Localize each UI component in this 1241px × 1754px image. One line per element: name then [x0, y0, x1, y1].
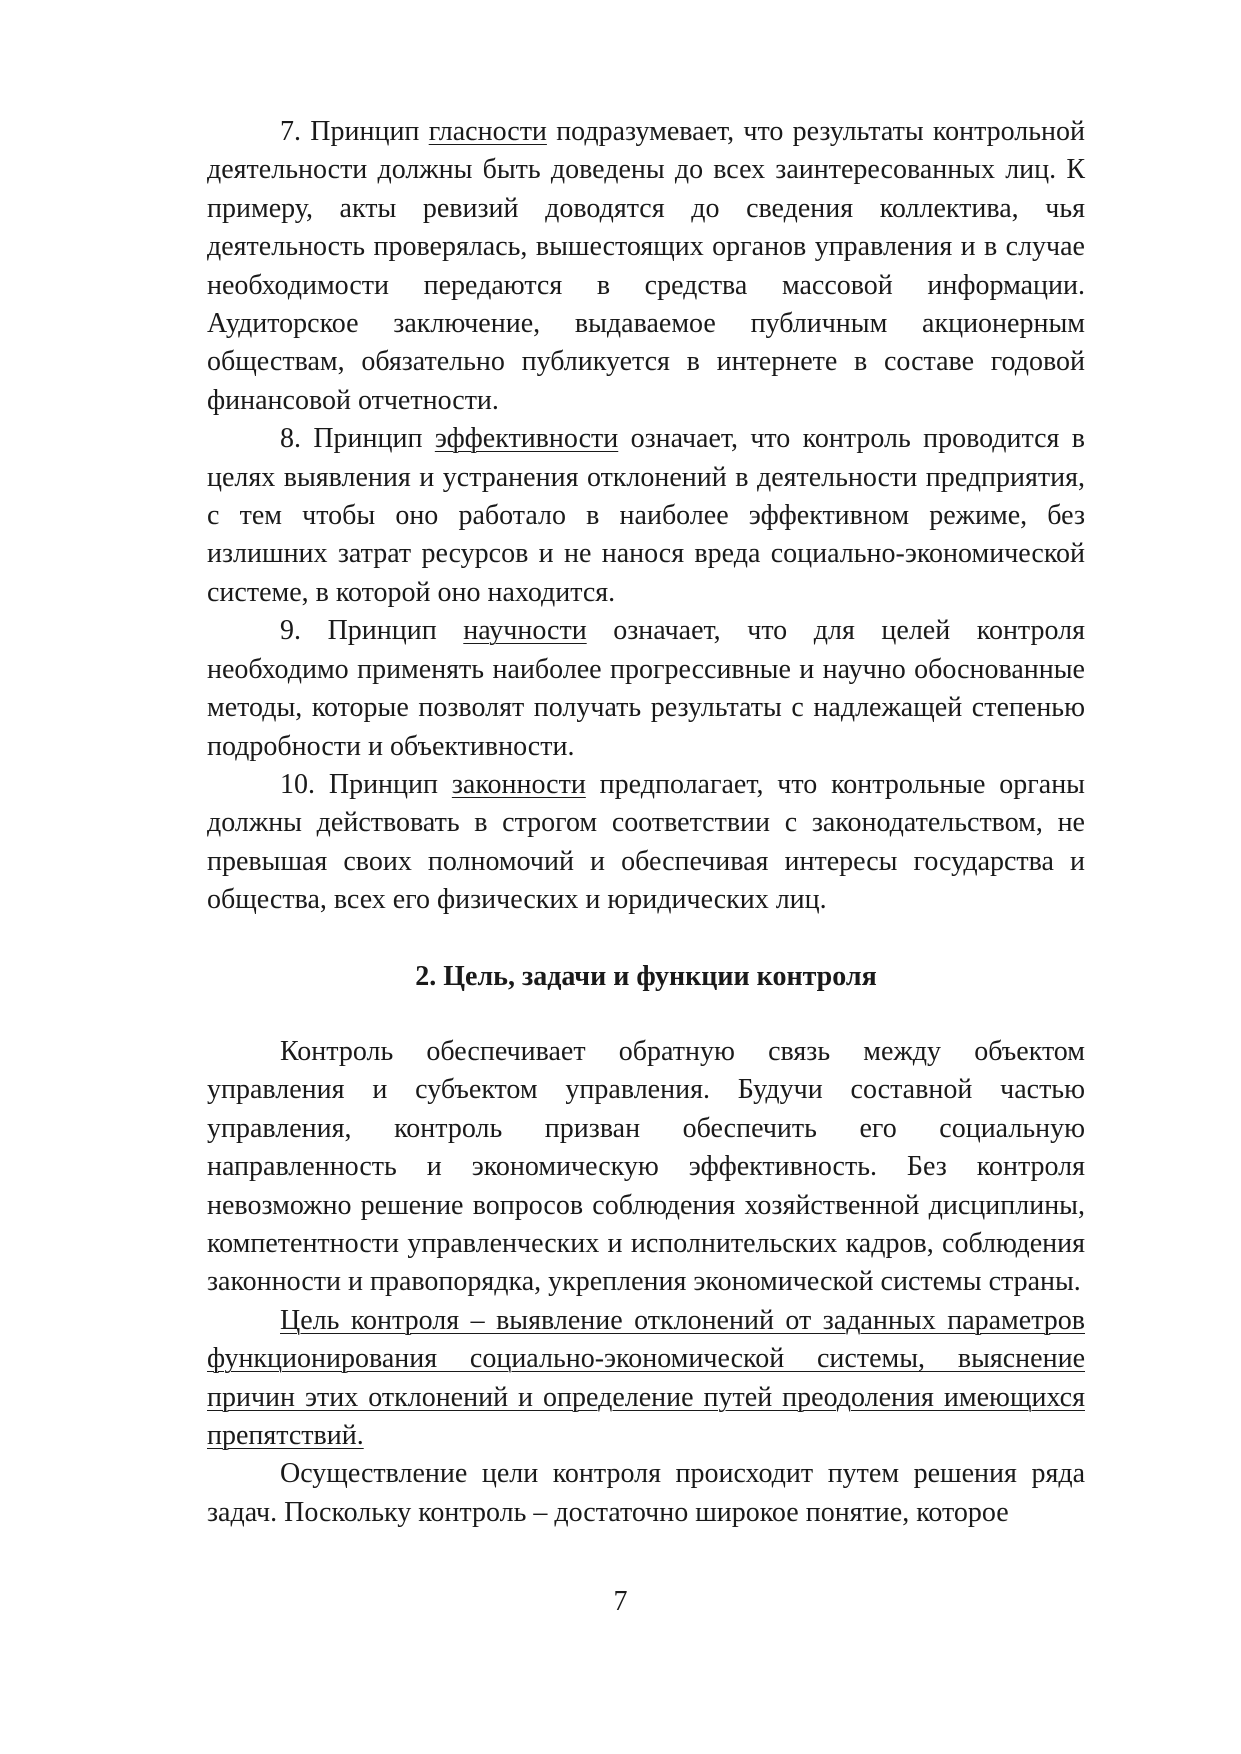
spacer — [207, 996, 1085, 1033]
principle-number-text: 10. Принцип — [280, 768, 452, 800]
paragraph-principle-publicity — [207, 113, 1085, 420]
paragraph-principle-efficiency — [207, 420, 1085, 612]
principle-term-publicity: гласности — [428, 116, 547, 147]
principle-number-text: 9. Принцип — [280, 615, 464, 647]
document-page — [207, 113, 1085, 1532]
goal-definition-text: Цель контроля – выявление отклонений от заданных параметров функционирования социально-экономической системы, выяснение причин этих отклонений и определение путей преодоления имеющихся препятствий. — [207, 1304, 1085, 1451]
paragraph-control-feedback: Контроль обеспечивает обратную связь между объектом управления и субъектом управления. Будучи составной частью управления, контроль призван обеспечить его социальную направленность и экономическую эффективность. Без контроля невозможно решение вопросов соблюдения хозяйственной дисциплины, компетентности управленческих и исполнительских кадров, соблюдения законности и правопорядка, укрепления экономической системы страны. — [207, 1035, 1085, 1298]
paragraph-tasks-intro: Осуществление цели контроля происходит путем решения ряда задач. Поскольку контроль – достаточно широкое понятие, которое — [207, 1458, 1085, 1528]
paragraph-principle-legality — [207, 766, 1085, 920]
principle-description: предполагает, что контрольные органы должны действовать в строгом соответствии с законодательством, не превышая своих полномочий и обеспечивая интересы государства и общества, всех его физических и юридических лиц. — [207, 768, 1085, 916]
paragraph-goal-definition — [207, 1302, 1085, 1456]
principle-description: означает, что контроль проводится в целях выявления и устранения отклонений в деятельности предприятия, с тем чтобы оно работало в наиболее эффективном режиме, без излишних затрат ресурсов и не нанося вреда социально-экономической системе, в которой оно находится. — [207, 423, 1085, 608]
page-number: 7 — [613, 1586, 628, 1617]
section-heading: 2. Цель, задачи и функции контроля — [415, 960, 877, 992]
principle-number-text: 8. Принцип — [280, 423, 435, 455]
principle-term-legality: законности — [451, 768, 586, 800]
principle-term-efficiency: эффективности — [434, 423, 619, 455]
principle-description: подразумевает, что результаты контрольной деятельности должны быть доведены до всех заинтересованных лиц. К примеру, акты ревизий доводятся до сведения коллектива, чья деятельность проверялась, вышестоящих органов управления и в случае необходимости передаются в средства массовой информации. Аудиторское заключение, выдаваемое публичным акционерным обществам, обязательно публикуется в интернете в составе годовой финансовой отчетности. — [207, 116, 1085, 416]
paragraph-principle-scientific — [207, 612, 1085, 766]
principle-number-text: 7. Принцип — [280, 116, 429, 147]
principle-description: означает, что для целей контроля необходимо применять наиболее прогрессивные и научно обоснованные методы, которые позволят получать результаты с надлежащей степенью подробности и объективности. — [207, 615, 1085, 762]
principle-term-scientific: научности — [463, 615, 587, 647]
spacer — [207, 920, 1085, 958]
